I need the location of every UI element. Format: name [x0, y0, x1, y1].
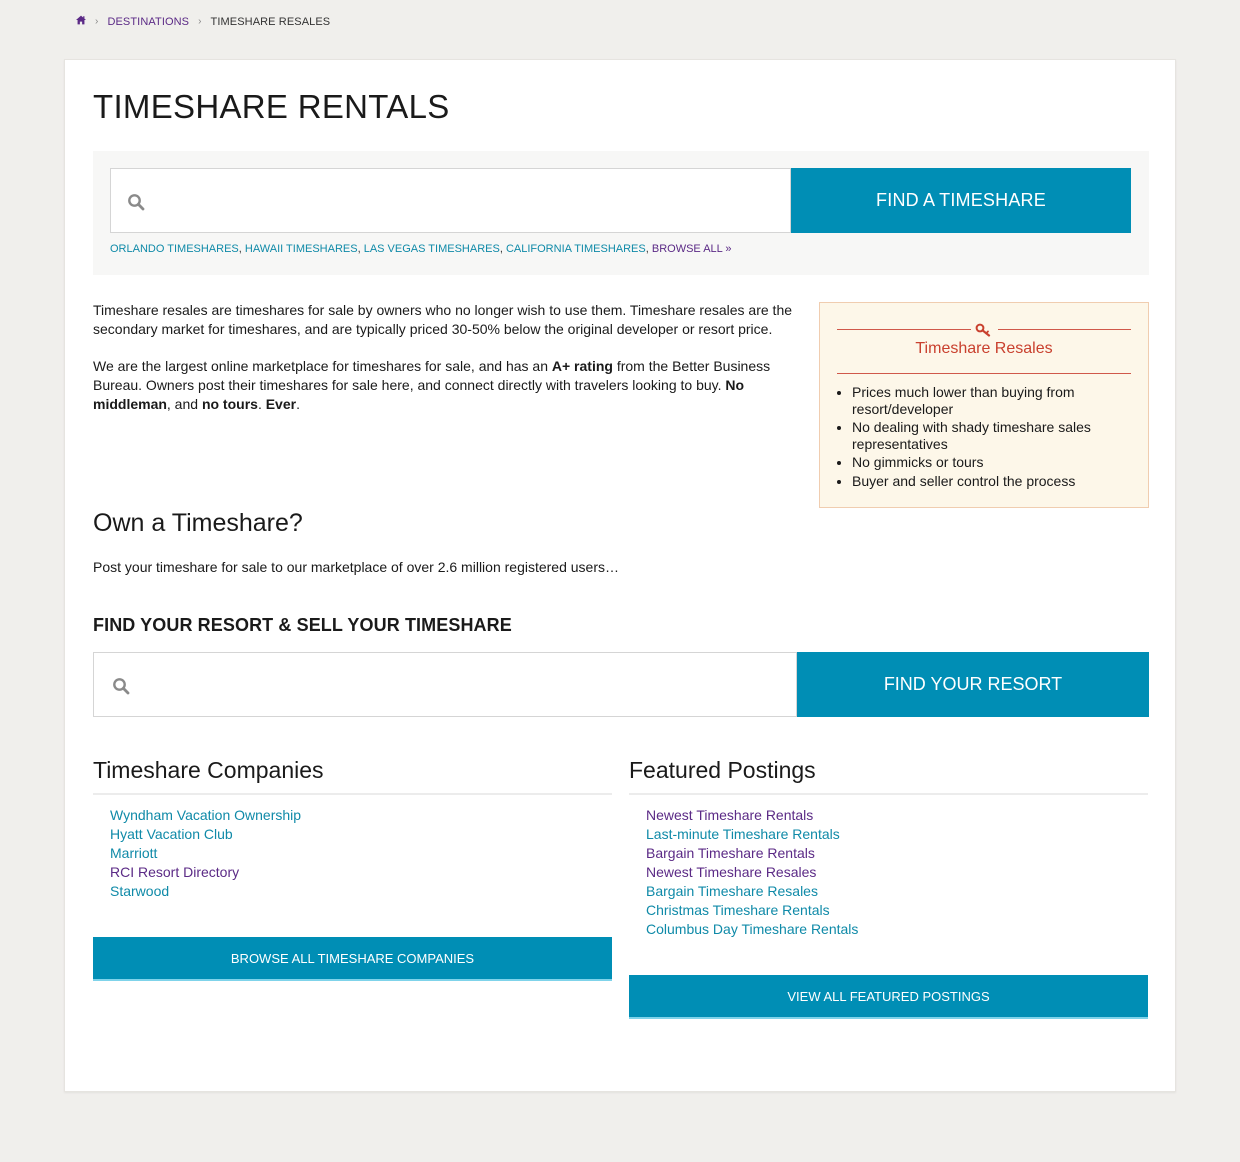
search-icon	[112, 677, 130, 695]
breadcrumb-destinations[interactable]: DESTINATIONS	[107, 15, 190, 28]
list-item	[646, 882, 1148, 901]
list-item	[646, 863, 1148, 882]
sell-timeshare-heading: FIND YOUR RESORT & SELL YOUR TIMESHARE	[93, 615, 512, 635]
featured-link-columbus-day-rentals[interactable]: Columbus Day Timeshare Rentals	[646, 921, 859, 937]
company-link-rci[interactable]: RCI Resort Directory	[110, 864, 240, 880]
list-item	[110, 806, 612, 825]
breadcrumb-separator: ›	[95, 16, 99, 27]
quick-link-browse-all[interactable]: BROWSE ALL »	[651, 243, 732, 255]
featured-postings-heading: Featured Postings	[629, 757, 1148, 795]
quick-destination-links	[110, 243, 732, 255]
comma: ,	[238, 243, 245, 255]
breadcrumb-separator: ›	[198, 16, 202, 27]
find-your-resort-button[interactable]: FIND YOUR RESORT	[797, 652, 1149, 717]
featured-link-christmas-rentals[interactable]: Christmas Timeshare Rentals	[646, 902, 830, 918]
main-card	[64, 59, 1176, 1092]
breadcrumb-current: TIMESHARE RESALES	[210, 15, 331, 28]
timeshare-search-input[interactable]	[155, 169, 790, 232]
featured-link-bargain-resales[interactable]: Bargain Timeshare Resales	[646, 883, 818, 899]
find-a-timeshare-button[interactable]: FIND A TIMESHARE	[791, 168, 1131, 233]
quick-link-hawaii[interactable]: HAWAII TIMESHARES	[244, 243, 358, 255]
text: .	[257, 396, 266, 412]
text: from the Better Business Bureau. Owners post their timeshares for sale here, and connect directly with travelers looking to buy.	[93, 358, 771, 393]
list-item	[646, 825, 1148, 844]
timeshare-search-panel	[93, 151, 1149, 275]
intro-text	[93, 301, 799, 414]
list-item: • No dealing with shady timeshare sales representatives	[852, 419, 1132, 452]
own-timeshare-description: Post your timeshare for sale to our marketplace of over 2.6 million registered users…	[93, 559, 620, 575]
company-link-wyndham[interactable]: Wyndham Vacation Ownership	[110, 807, 302, 823]
no-middleman-text: No middleman	[93, 377, 745, 412]
featured-link-newest-resales[interactable]: Newest Timeshare Resales	[646, 864, 817, 880]
own-timeshare-heading: Own a Timeshare?	[93, 509, 303, 537]
browse-all-companies-button[interactable]: BROWSE ALL TIMESHARE COMPANIES	[93, 937, 612, 981]
quick-link-orlando[interactable]: ORLANDO TIMESHARES	[110, 243, 239, 255]
text: .	[296, 396, 300, 412]
quick-link-california[interactable]: CALIFORNIA TIMESHARES	[505, 243, 646, 255]
resales-box-title: Timeshare Resales	[915, 340, 1053, 357]
company-link-marriott[interactable]: Marriott	[110, 845, 158, 861]
list-item	[110, 825, 612, 844]
comma: ,	[357, 243, 364, 255]
list-item	[646, 920, 1148, 939]
list-item	[110, 863, 612, 882]
list-item: • Prices much lower than buying from resort/developer	[852, 384, 1132, 417]
list-item	[110, 844, 612, 863]
divider	[837, 373, 1131, 374]
intro-paragraph-2	[93, 357, 799, 414]
text: , and	[166, 396, 202, 412]
timeshare-search-row	[110, 168, 1131, 233]
key-icon	[975, 323, 993, 337]
decorative-rule	[837, 323, 1131, 335]
company-link-hyatt[interactable]: Hyatt Vacation Club	[110, 826, 233, 842]
timeshare-search-field[interactable]	[110, 168, 791, 233]
resort-search-row	[93, 652, 1149, 717]
resort-search-field[interactable]	[93, 652, 797, 717]
timeshare-companies-heading: Timeshare Companies	[93, 757, 612, 795]
view-all-featured-button[interactable]: VIEW ALL FEATURED POSTINGS	[629, 975, 1148, 1019]
company-link-starwood[interactable]: Starwood	[110, 883, 170, 899]
text: We are the largest online marketplace for timeshares for sale, and has an	[93, 358, 552, 374]
intro-paragraph-1: Timeshare resales are timeshares for sale by owners who no longer wish to use them. Timeshare resales are the secondary market for timeshares, and are typically priced 30-50% below the original developer or resort price.	[93, 302, 793, 337]
featured-link-newest-rentals[interactable]: Newest Timeshare Rentals	[646, 807, 814, 823]
breadcrumb	[76, 15, 330, 28]
quick-link-las-vegas[interactable]: LAS VEGAS TIMESHARES	[363, 243, 500, 255]
list-item: • Buyer and seller control the process	[852, 473, 1132, 490]
featured-postings-section	[629, 757, 1148, 939]
list-item	[110, 882, 612, 901]
timeshare-companies-list	[93, 806, 612, 901]
list-item	[646, 844, 1148, 863]
featured-link-last-minute-rentals[interactable]: Last-minute Timeshare Rentals	[646, 826, 840, 842]
list-item	[646, 901, 1148, 920]
home-icon	[76, 15, 86, 25]
list-item: • No gimmicks or tours	[852, 454, 1132, 471]
comma: ,	[645, 243, 652, 255]
page-title: TIMESHARE RENTALS	[93, 88, 450, 125]
timeshare-resales-box	[819, 302, 1149, 508]
a-plus-rating-text: A+ rating	[551, 358, 613, 374]
search-icon	[127, 193, 145, 211]
ever-text: Ever	[265, 396, 297, 412]
featured-postings-list	[629, 806, 1148, 939]
featured-link-bargain-rentals[interactable]: Bargain Timeshare Rentals	[646, 845, 815, 861]
list-item	[646, 806, 1148, 825]
breadcrumb-home-link[interactable]	[76, 15, 86, 28]
comma: ,	[499, 243, 506, 255]
resort-search-input[interactable]	[140, 653, 796, 716]
timeshare-companies-section	[93, 757, 612, 901]
divider	[998, 329, 1131, 330]
resales-benefits-list	[852, 384, 1132, 491]
divider	[837, 329, 971, 330]
no-tours-text: no tours	[201, 396, 258, 412]
